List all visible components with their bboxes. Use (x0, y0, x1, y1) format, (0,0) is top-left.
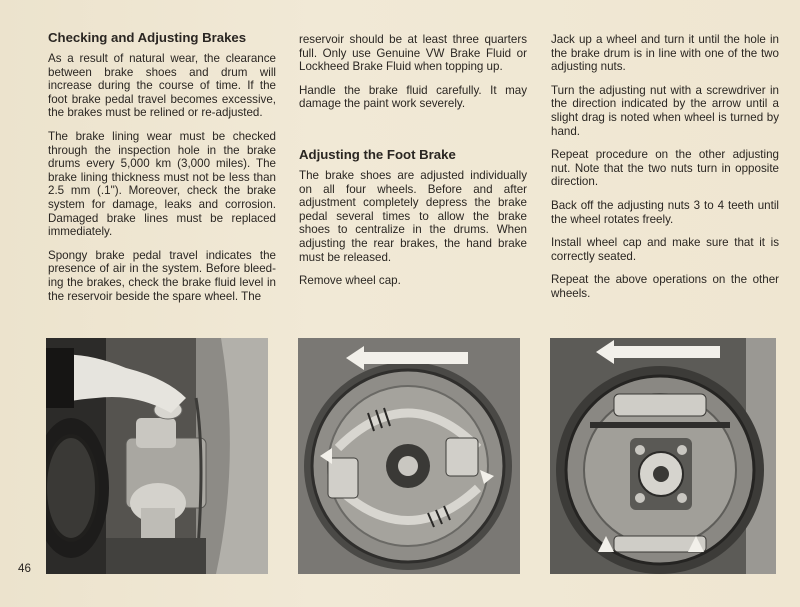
paragraph: Jack up a wheel and turn it until the hole in the brake drum is in line with one of the two adjusting nuts. (551, 33, 779, 74)
rear-brake-assembly-photo (550, 338, 776, 574)
paragraph: The brake lining wear must be checked through the inspection hole in the brake drums every 5,000 km (3,000 miles). The brake lining thickness must not be less than 2.5 mm (.1"). Moreover, check the brake system for damage, leaks and corrosion. Damaged brake lines must be replaced immediately. (48, 129, 276, 239)
front-brake-assembly-photo (298, 338, 520, 574)
paragraph: Spongy brake pedal travel indicates the presence of air in the system. Before bleed-ing the brakes, check the brake fluid level in the reservoir beside the spare wheel. The (48, 248, 276, 303)
section-heading-adjusting-foot-brake: Adjusting the Foot Brake (299, 146, 456, 162)
column-3 (551, 33, 779, 311)
paragraph: As a result of natural wear, the clearance between brake shoes and drum will increase during the course of time. If the foot brake pedal travel becomes excessive, the brakes must be relined or re-adjusted. (48, 52, 276, 120)
page-number: 46 (18, 562, 31, 575)
section-heading-checking-brakes: Checking and Adjusting Brakes (48, 30, 247, 45)
paragraph: Remove wheel cap. (299, 274, 401, 288)
paragraph: Install wheel cap and make sure that it is correctly seated. (551, 236, 779, 263)
column-2 (299, 33, 527, 298)
paragraph: Repeat the above operations on the other wheels. (551, 273, 779, 300)
brake-fluid-reservoir-photo (46, 338, 268, 574)
paragraph: reservoir should be at least three quarters full. Only use Genuine VW Brake Fluid or Lockheed Brake Fluid when topping up. (299, 33, 527, 74)
paragraph: Back off the adjusting nuts 3 to 4 teeth until the wheel rotates freely. (551, 198, 779, 226)
paragraph: The brake shoes are adjusted individually on all four wheels. Before and after adjustment completely depress the brake pedal several times to allow the brake shoes to centralize in the drums. When adjusting the rear brakes, the hand brake must be released. (299, 168, 527, 264)
paragraph: Repeat procedure on the other adjusting nut. Note that the two nuts turn in opposite direction. (551, 148, 779, 189)
column-1 (48, 30, 276, 313)
paragraph: Handle the brake fluid carefully. It may damage the paint work severely. (299, 83, 527, 111)
paragraph: Turn the adjusting nut with a screwdriver in the direction indicated by the arrow until a slight drag is noted when wheel is turned by hand. (551, 83, 779, 138)
